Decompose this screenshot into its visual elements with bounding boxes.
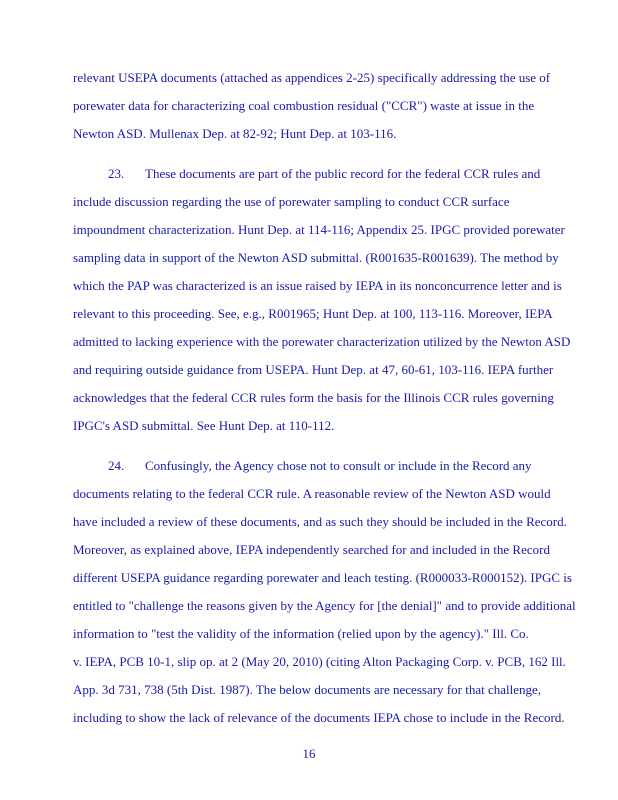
text-line: different USEPA guidance regarding porewater and leach testing. (R000033-R000152). IPGC is [73,570,572,585]
text-line: including to show the lack of relevance of the documents IEPA chose to include in the Record. [73,710,565,725]
paragraph-number: 24. [108,458,125,473]
text-line: information to "test the validity of the information (relied upon by the agency)." Ill. Co. [73,626,529,641]
text-line: entitled to "challenge the reasons given by the Agency for [the denial]" and to provide additional [73,598,576,613]
text-line: relevant USEPA documents (attached as appendices 2-25) specifically addressing the use of [73,70,551,85]
text-line: These documents are part of the public record for the federal CCR rules and [145,166,541,181]
text-line: sampling data in support of the Newton ASD submittal. (R001635-R001639). The method by [73,250,559,265]
text-line: Confusingly, the Agency chose not to consult or include in the Record any [145,458,532,473]
text-line: relevant to this proceeding. See, e.g., R001965; Hunt Dep. at 100, 113-116. Moreover, IEPA [73,306,553,321]
text-line: have included a review of these documents, and as such they should be included in the Record. [73,514,567,529]
text-line: v. IEPA, PCB 10-1, slip op. at 2 (May 20, 2010) (citing Alton Packaging Corp. v. PCB, 162 Ill. [73,654,566,669]
paragraph-23-first-line [108,164,603,184]
text-line: Moreover, as explained above, IEPA independently searched for and included in the Record [73,542,550,557]
paragraph-number: 23. [108,166,125,181]
text-line: acknowledges that the federal CCR rules form the basis for the Illinois CCR rules governing [73,390,554,405]
text-line: include discussion regarding the use of porewater sampling to conduct CCR surface [73,194,510,209]
paragraph-24-first-line [108,456,603,476]
text-line: IPGC's ASD submittal. See Hunt Dep. at 110-112. [73,418,335,433]
text-line: Newton ASD. Mullenax Dep. at 82-92; Hunt Dep. at 103-116. [73,126,397,141]
text-line: documents relating to the federal CCR rule. A reasonable review of the Newton ASD would [73,486,551,501]
text-line: impoundment characterization. Hunt Dep. at 114-116; Appendix 25. IPGC provided porewater [73,222,565,237]
page-number: 16 [302,746,316,761]
text-line: App. 3d 731, 738 (5th Dist. 1987). The below documents are necessary for that challenge, [73,682,541,697]
text-line: and requiring outside guidance from USEPA. Hunt Dep. at 47, 60-61, 103-116. IEPA further [73,362,554,377]
text-line: admitted to lacking experience with the porewater characterization utilized by the Newton ASD [73,334,571,349]
text-line: which the PAP was characterized is an issue raised by IEPA in its nonconcurrence letter and is [73,278,562,293]
text-line: porewater data for characterizing coal combustion residual ("CCR") waste at issue in the [73,98,535,113]
